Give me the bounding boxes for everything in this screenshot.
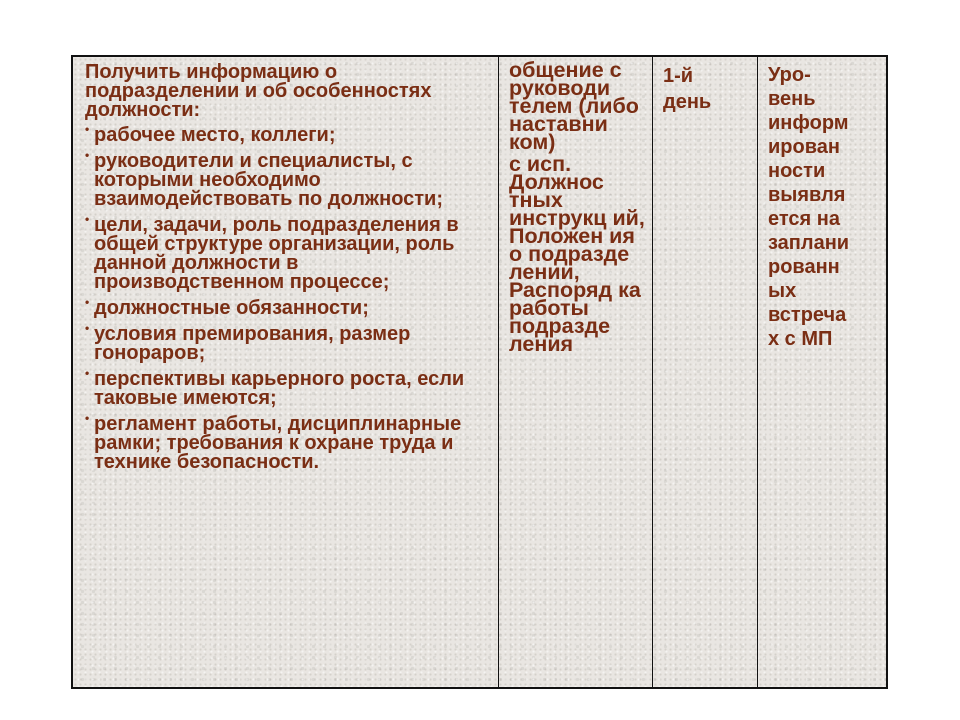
bullet-icon: • xyxy=(85,295,90,309)
bullet-icon: • xyxy=(85,411,90,425)
method-documents-text: с исп. Должнос тных инструкц ий, Положен ия о подразде лении, Распоряд ка работы подразде ления xyxy=(509,152,645,356)
list-item xyxy=(85,295,490,319)
control-text-line: х с МП xyxy=(768,328,833,350)
table-cell-control xyxy=(758,57,886,687)
bullet-icon: • xyxy=(85,122,90,136)
bullet-icon: • xyxy=(85,366,90,380)
control-text-line: заплани xyxy=(768,232,850,254)
control-text-line: ется на xyxy=(768,208,840,230)
list-item-text: рабочее место, коллеги; xyxy=(94,124,336,146)
control-text-line: ирован xyxy=(768,136,840,158)
control-text-line: вень xyxy=(768,88,816,110)
list-item xyxy=(85,411,490,473)
control-text-line: выявля xyxy=(768,184,846,206)
list-item-text: перспективы карьерного роста, если таковые имеются; xyxy=(94,368,465,409)
control-text-line: рованн xyxy=(768,256,840,278)
list-item-text: руководители и специалисты, с которыми необходимо взаимодействовать по должности; xyxy=(94,150,444,210)
bullet-icon: • xyxy=(85,212,90,226)
table-cell-information xyxy=(73,57,499,687)
list-item-text: цели, задачи, роль подразделения в общей структуре организации, роль данной должности в производственном процессе; xyxy=(94,214,459,293)
bullet-icon: • xyxy=(85,148,90,162)
table-cell-timing xyxy=(653,57,758,687)
list-item xyxy=(85,122,490,146)
cell-intro-text: Получить информацию о подразделении и об особенностях должности: xyxy=(85,61,432,121)
list-item xyxy=(85,148,490,210)
method-communication-text: общение с руководи телем (либо наставни ком) xyxy=(509,58,639,154)
control-text-line: ности xyxy=(768,160,826,182)
list-item xyxy=(85,366,490,409)
control-text-line: встреча xyxy=(768,304,847,326)
table-cell-method xyxy=(499,57,653,687)
list-item xyxy=(85,212,490,293)
bullet-icon: • xyxy=(85,321,90,335)
timing-day-number: 1-й xyxy=(663,65,694,87)
list-item-text: условия премирования, размер гонораров; xyxy=(94,323,411,364)
adaptation-table xyxy=(71,55,888,689)
list-item xyxy=(85,321,490,364)
timing-day-label: день xyxy=(663,91,712,113)
list-item-text: должностные обязанности; xyxy=(94,297,369,319)
control-text-line: ых xyxy=(768,280,797,302)
list-item-text: регламент работы, дисциплинарные рамки; требования к охране труда и технике безопасности. xyxy=(94,413,462,473)
control-text-line: Уро- xyxy=(768,64,811,86)
control-text-line: информ xyxy=(768,112,849,134)
